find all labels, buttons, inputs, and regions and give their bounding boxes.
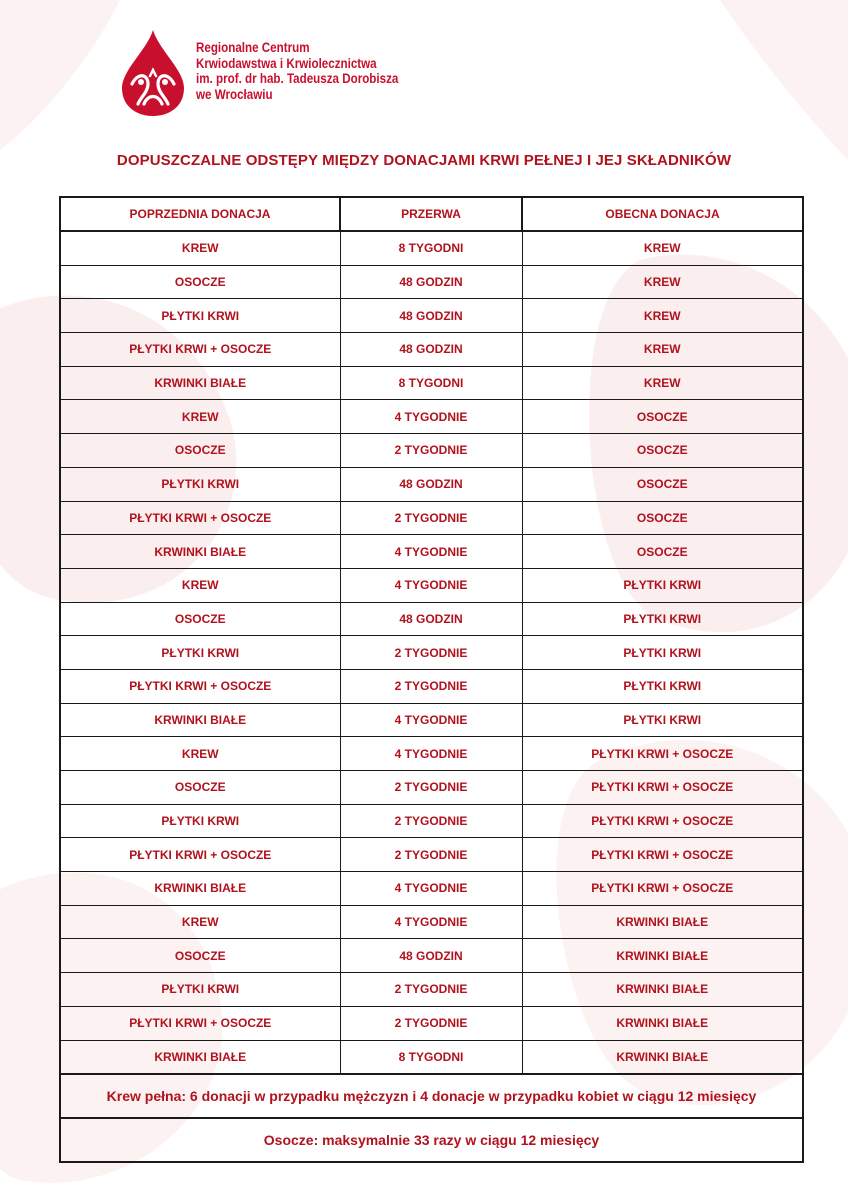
current-donation-cell: OSOCZE (522, 501, 803, 535)
table-row (60, 333, 803, 367)
interval-cell: 4 TYGODNIE (340, 737, 522, 771)
current-donation-cell: PŁYTKI KRWI (522, 636, 803, 670)
interval-cell: 48 GODZIN (340, 265, 522, 299)
previous-donation-cell: PŁYTKI KRWI (60, 804, 340, 838)
interval-cell: 4 TYGODNIE (340, 905, 522, 939)
previous-donation-cell: PŁYTKI KRWI + OSOCZE (60, 669, 340, 703)
interval-cell: 48 GODZIN (340, 467, 522, 501)
previous-donation-cell: OSOCZE (60, 939, 340, 973)
table-row (60, 265, 803, 299)
interval-cell: 2 TYGODNIE (340, 771, 522, 805)
org-line-4: we Wrocławiu (196, 86, 273, 102)
table-row (60, 1006, 803, 1040)
interval-cell: 48 GODZIN (340, 299, 522, 333)
current-donation-cell: KREW (522, 299, 803, 333)
previous-donation-cell: PŁYTKI KRWI + OSOCZE (60, 333, 340, 367)
previous-donation-cell: OSOCZE (60, 265, 340, 299)
table-row (60, 434, 803, 468)
previous-donation-cell: KREW (60, 400, 340, 434)
interval-cell: 4 TYGODNIE (340, 535, 522, 569)
interval-cell: 8 TYGODNI (340, 366, 522, 400)
table-row (60, 568, 803, 602)
table-row (60, 231, 803, 265)
current-donation-cell: KRWINKI BIAŁE (522, 1040, 803, 1074)
table-row (60, 501, 803, 535)
interval-cell: 2 TYGODNIE (340, 501, 522, 535)
previous-donation-cell: KREW (60, 905, 340, 939)
table-row (60, 366, 803, 400)
current-donation-cell: PŁYTKI KRWI (522, 669, 803, 703)
org-line-2: Krwiodawstwa i Krwiolecznictwa (196, 55, 377, 71)
interval-cell: 4 TYGODNIE (340, 568, 522, 602)
current-donation-cell: OSOCZE (522, 400, 803, 434)
table-row (60, 804, 803, 838)
plasma-limit-note-row (60, 1118, 803, 1162)
org-line-1: Regionalne Centrum (196, 40, 310, 55)
interval-cell: 2 TYGODNIE (340, 636, 522, 670)
table-row (60, 939, 803, 973)
current-donation-cell: PŁYTKI KRWI (522, 602, 803, 636)
previous-donation-cell: KRWINKI BIAŁE (60, 703, 340, 737)
current-donation-cell: OSOCZE (522, 434, 803, 468)
previous-donation-cell: OSOCZE (60, 434, 340, 468)
table-row (60, 636, 803, 670)
whole-blood-limit-note-row (60, 1074, 803, 1118)
interval-cell: 8 TYGODNI (340, 1040, 522, 1074)
table-row (60, 1040, 803, 1074)
plasma-limit-note: Osocze: maksymalnie 33 razy w ciągu 12 miesięcy (60, 1118, 803, 1162)
header (120, 28, 420, 118)
current-donation-cell: KRWINKI BIAŁE (522, 905, 803, 939)
current-donation-cell: OSOCZE (522, 535, 803, 569)
previous-donation-cell: PŁYTKI KRWI + OSOCZE (60, 501, 340, 535)
interval-cell: 48 GODZIN (340, 333, 522, 367)
current-donation-cell: PŁYTKI KRWI + OSOCZE (522, 771, 803, 805)
interval-cell: 4 TYGODNIE (340, 703, 522, 737)
current-donation-cell: KREW (522, 231, 803, 265)
interval-cell: 48 GODZIN (340, 602, 522, 636)
table-row (60, 400, 803, 434)
previous-donation-cell: PŁYTKI KRWI (60, 299, 340, 333)
header-interval: PRZERWA (340, 197, 522, 231)
interval-cell: 2 TYGODNIE (340, 669, 522, 703)
blood-drop-logo-icon (120, 28, 186, 118)
current-donation-cell: PŁYTKI KRWI + OSOCZE (522, 737, 803, 771)
table-row (60, 669, 803, 703)
current-donation-cell: KREW (522, 333, 803, 367)
donation-intervals-table (59, 196, 804, 1163)
current-donation-cell: KRWINKI BIAŁE (522, 939, 803, 973)
header-current-donation: OBECNA DONACJA (522, 197, 803, 231)
previous-donation-cell: KRWINKI BIAŁE (60, 1040, 340, 1074)
table-row (60, 973, 803, 1007)
current-donation-cell: PŁYTKI KRWI (522, 568, 803, 602)
header-previous-donation: POPRZEDNIA DONACJA (60, 197, 340, 231)
previous-donation-cell: KRWINKI BIAŁE (60, 872, 340, 906)
previous-donation-cell: PŁYTKI KRWI (60, 636, 340, 670)
interval-cell: 4 TYGODNIE (340, 872, 522, 906)
interval-cell: 48 GODZIN (340, 939, 522, 973)
current-donation-cell: PŁYTKI KRWI + OSOCZE (522, 872, 803, 906)
current-donation-cell: KREW (522, 265, 803, 299)
previous-donation-cell: OSOCZE (60, 602, 340, 636)
table-row (60, 602, 803, 636)
document-title: DOPUSZCZALNE ODSTĘPY MIĘDZY DONACJAMI KRWI PEŁNEJ I JEJ SKŁADNIKÓW (116, 152, 732, 169)
table-header-row (60, 197, 803, 231)
previous-donation-cell: KRWINKI BIAŁE (60, 366, 340, 400)
interval-cell: 2 TYGODNIE (340, 434, 522, 468)
previous-donation-cell: PŁYTKI KRWI + OSOCZE (60, 1006, 340, 1040)
organization-name (196, 40, 420, 102)
interval-cell: 2 TYGODNIE (340, 838, 522, 872)
current-donation-cell: KRWINKI BIAŁE (522, 973, 803, 1007)
previous-donation-cell: KREW (60, 231, 340, 265)
previous-donation-cell: PŁYTKI KRWI (60, 973, 340, 1007)
table-body (60, 231, 803, 1162)
table-row (60, 467, 803, 501)
table-row (60, 535, 803, 569)
interval-cell: 2 TYGODNIE (340, 1006, 522, 1040)
table-row (60, 737, 803, 771)
current-donation-cell: OSOCZE (522, 467, 803, 501)
org-line-3: im. prof. dr hab. Tadeusza Dorobisza (196, 71, 399, 86)
table-row (60, 771, 803, 805)
previous-donation-cell: PŁYTKI KRWI + OSOCZE (60, 838, 340, 872)
table-row (60, 703, 803, 737)
whole-blood-limit-note: Krew pełna: 6 donacji w przypadku mężczyzn i 4 donacje w przypadku kobiet w ciągu 12 miesięcy (60, 1074, 803, 1118)
interval-cell: 2 TYGODNIE (340, 804, 522, 838)
table-row (60, 872, 803, 906)
previous-donation-cell: OSOCZE (60, 771, 340, 805)
table-row (60, 299, 803, 333)
table-row (60, 838, 803, 872)
interval-cell: 2 TYGODNIE (340, 973, 522, 1007)
current-donation-cell: PŁYTKI KRWI (522, 703, 803, 737)
previous-donation-cell: KRWINKI BIAŁE (60, 535, 340, 569)
previous-donation-cell: KREW (60, 737, 340, 771)
table-row (60, 905, 803, 939)
current-donation-cell: KREW (522, 366, 803, 400)
interval-cell: 4 TYGODNIE (340, 400, 522, 434)
previous-donation-cell: PŁYTKI KRWI (60, 467, 340, 501)
interval-cell: 8 TYGODNI (340, 231, 522, 265)
current-donation-cell: KRWINKI BIAŁE (522, 1006, 803, 1040)
previous-donation-cell: KREW (60, 568, 340, 602)
current-donation-cell: PŁYTKI KRWI + OSOCZE (522, 838, 803, 872)
current-donation-cell: PŁYTKI KRWI + OSOCZE (522, 804, 803, 838)
